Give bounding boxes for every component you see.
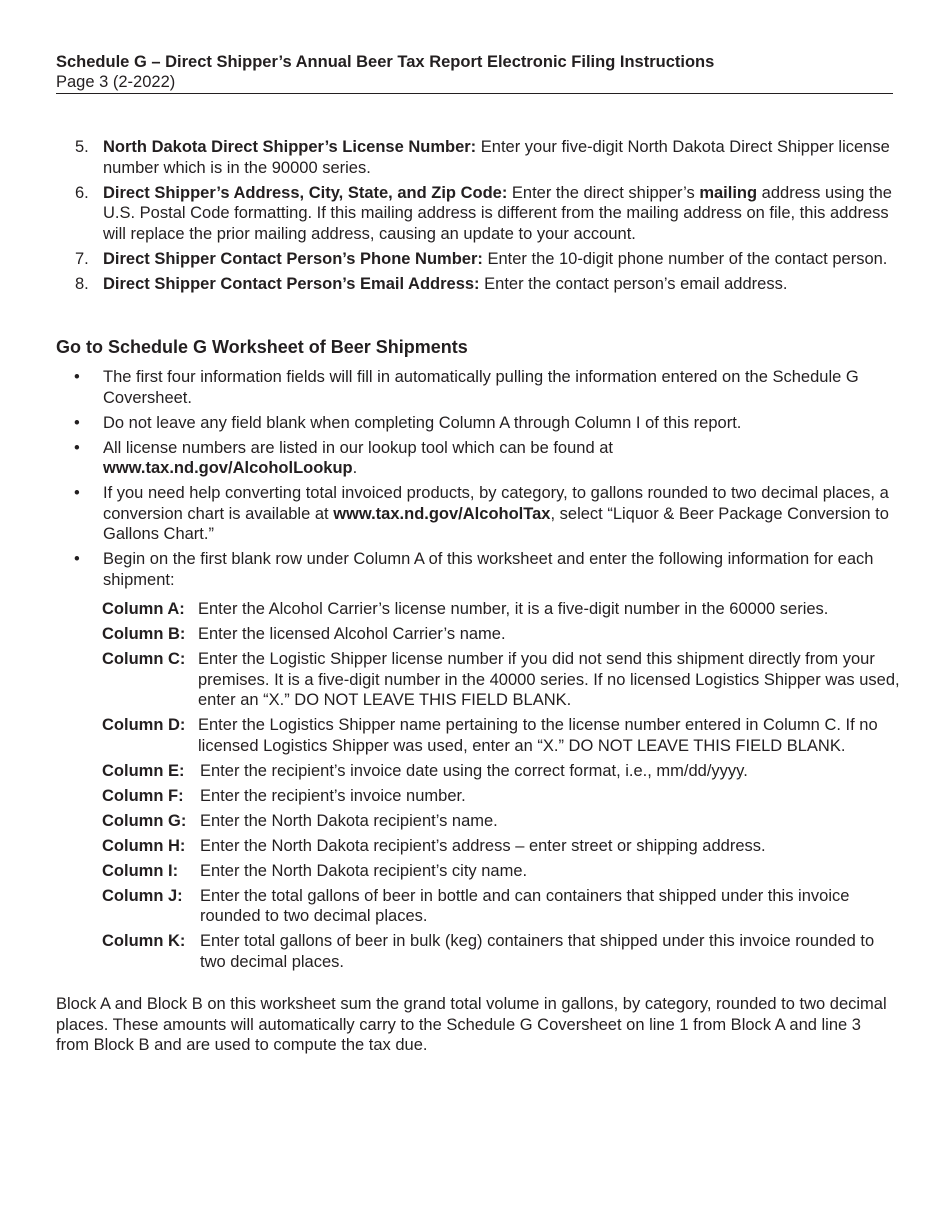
column-row (102, 649, 902, 711)
column-label: Column B: (102, 625, 186, 643)
numbered-instructions (56, 137, 896, 299)
item-number: 8. (75, 274, 89, 293)
bullet-text: The first four information fields will fill in automatically pulling the information entered on the Schedule G Coversheet. (103, 368, 859, 407)
bullet-text: If you need help converting total invoiced products, by category, to gallons rounded to two decimal places, a conversion chart is available at (103, 484, 889, 523)
column-row (102, 861, 902, 882)
item-heading: Direct Shipper Contact Person’s Email Address: (103, 274, 480, 293)
column-description: Enter the Logistic Shipper license number if you did not send this shipment directly from your premises. It is a five-digit number in the 40000 series. If no licensed Logistics Shipper was used, enter an “X.” DO NOT LEAVE THIS FIELD BLANK. (198, 650, 900, 709)
item-emphasis: mailing (699, 183, 758, 202)
column-description: Enter the recipient’s invoice number. (200, 786, 466, 805)
item-heading: Direct Shipper’s Address, City, State, and Zip Code: (103, 183, 508, 202)
column-row (102, 931, 902, 972)
bullet-icon: • (74, 368, 80, 386)
column-label: Column C: (102, 650, 186, 668)
item-number: 6. (75, 183, 89, 202)
alcohol-tax-link[interactable]: www.tax.nd.gov/AlcoholTax (333, 504, 551, 523)
column-description: Enter the recipient’s invoice date using the correct format, i.e., mm/dd/yyyy. (200, 761, 748, 780)
page-header (56, 52, 893, 94)
item-heading: North Dakota Direct Shipper’s License Number: (103, 138, 477, 156)
section-heading: Go to Schedule G Worksheet of Beer Shipments (56, 337, 468, 357)
list-item (56, 183, 896, 245)
column-description: Enter the North Dakota recipient’s city name. (200, 861, 528, 880)
bullet-item (56, 367, 896, 408)
bullet-item (56, 438, 896, 479)
column-label: Column A: (102, 600, 185, 618)
column-description: Enter total gallons of beer in bulk (keg) containers that shipped under this invoice rounded to two decimal places. (200, 932, 875, 971)
list-item (56, 274, 896, 295)
column-label: Column F: (102, 786, 184, 805)
column-description: Enter the licensed Alcohol Carrier’s name. (198, 625, 506, 643)
column-label: Column J: (102, 886, 183, 905)
column-label: Column I: (102, 861, 179, 880)
item-number: 5. (75, 138, 89, 156)
column-definitions (102, 599, 902, 977)
bullet-icon: • (74, 484, 80, 502)
item-text: Enter the contact person’s email address. (479, 274, 788, 293)
page-number: Page 3 (2-2022) (56, 73, 176, 91)
column-row (102, 886, 902, 927)
item-text: Enter the direct shipper’s (507, 183, 700, 202)
bullet-text: Do not leave any field blank when completing Column A through Column I of this report. (103, 413, 742, 432)
list-item (56, 137, 896, 178)
list-item (56, 249, 896, 270)
bullet-icon: • (74, 438, 80, 457)
bullet-item (56, 549, 896, 590)
column-description: Enter the total gallons of beer in bottle and can containers that shipped under this invoice rounded to two decimal places. (200, 886, 850, 925)
column-row (102, 786, 902, 807)
item-heading: Direct Shipper Contact Person’s Phone Number: (103, 249, 483, 268)
bullet-icon: • (74, 413, 80, 432)
bullet-text: , select “Liquor & Beer Package Conversion to Gallons Chart.” (103, 504, 889, 543)
bullet-icon: • (74, 550, 80, 568)
item-text: Enter the 10-digit phone number of the contact person. (482, 249, 888, 268)
bullet-list (56, 367, 896, 595)
item-text: Enter your five-digit North Dakota Direct Shipper license number which is in the 90000 series. (103, 138, 890, 177)
bullet-text: Begin on the first blank row under Column A of this worksheet and enter the following information for each shipment: (103, 550, 874, 589)
bullet-text: All license numbers are listed in our lookup tool which can be found at (103, 438, 613, 457)
closing-paragraph: Block A and Block B on this worksheet sum the grand total volume in gallons, by category, rounded to two decimal places. These amounts will automatically carry to the Schedule G Coversheet on line 1 from Block A and line 3 from Block B and are used to compute the tax due. (56, 995, 887, 1054)
column-description: Enter the North Dakota recipient’s name. (200, 811, 498, 830)
alcohol-lookup-link[interactable]: www.tax.nd.gov/AlcoholLookup (103, 459, 353, 477)
column-label: Column D: (102, 716, 186, 734)
item-number: 7. (75, 249, 89, 268)
column-row (102, 599, 902, 620)
column-row (102, 624, 902, 645)
bullet-item (56, 483, 896, 545)
column-description: Enter the Logistics Shipper name pertaining to the license number entered in Column C. If no licensed Logistics Shipper was used, enter an “X.” DO NOT LEAVE THIS FIELD BLANK. (198, 716, 878, 755)
item-text: address using the U.S. Postal Code formatting. If this mailing address is different from the mailing address on file, this address will replace the prior mailing address, causing an update to your account. (103, 183, 892, 243)
column-label: Column E: (102, 761, 185, 780)
column-row (102, 836, 902, 857)
document-title: Schedule G – Direct Shipper’s Annual Beer Tax Report Electronic Filing Instructions (56, 53, 715, 71)
column-label: Column G: (102, 811, 187, 830)
bullet-item (56, 413, 896, 434)
column-label: Column H: (102, 836, 186, 855)
column-row (102, 715, 902, 756)
column-label: Column K: (102, 932, 186, 950)
bullet-text: . (352, 459, 358, 477)
column-description: Enter the North Dakota recipient’s address – enter street or shipping address. (200, 836, 766, 855)
column-description: Enter the Alcohol Carrier’s license number, it is a five-digit number in the 60000 series. (198, 600, 829, 618)
column-row (102, 811, 902, 832)
column-row (102, 761, 902, 782)
